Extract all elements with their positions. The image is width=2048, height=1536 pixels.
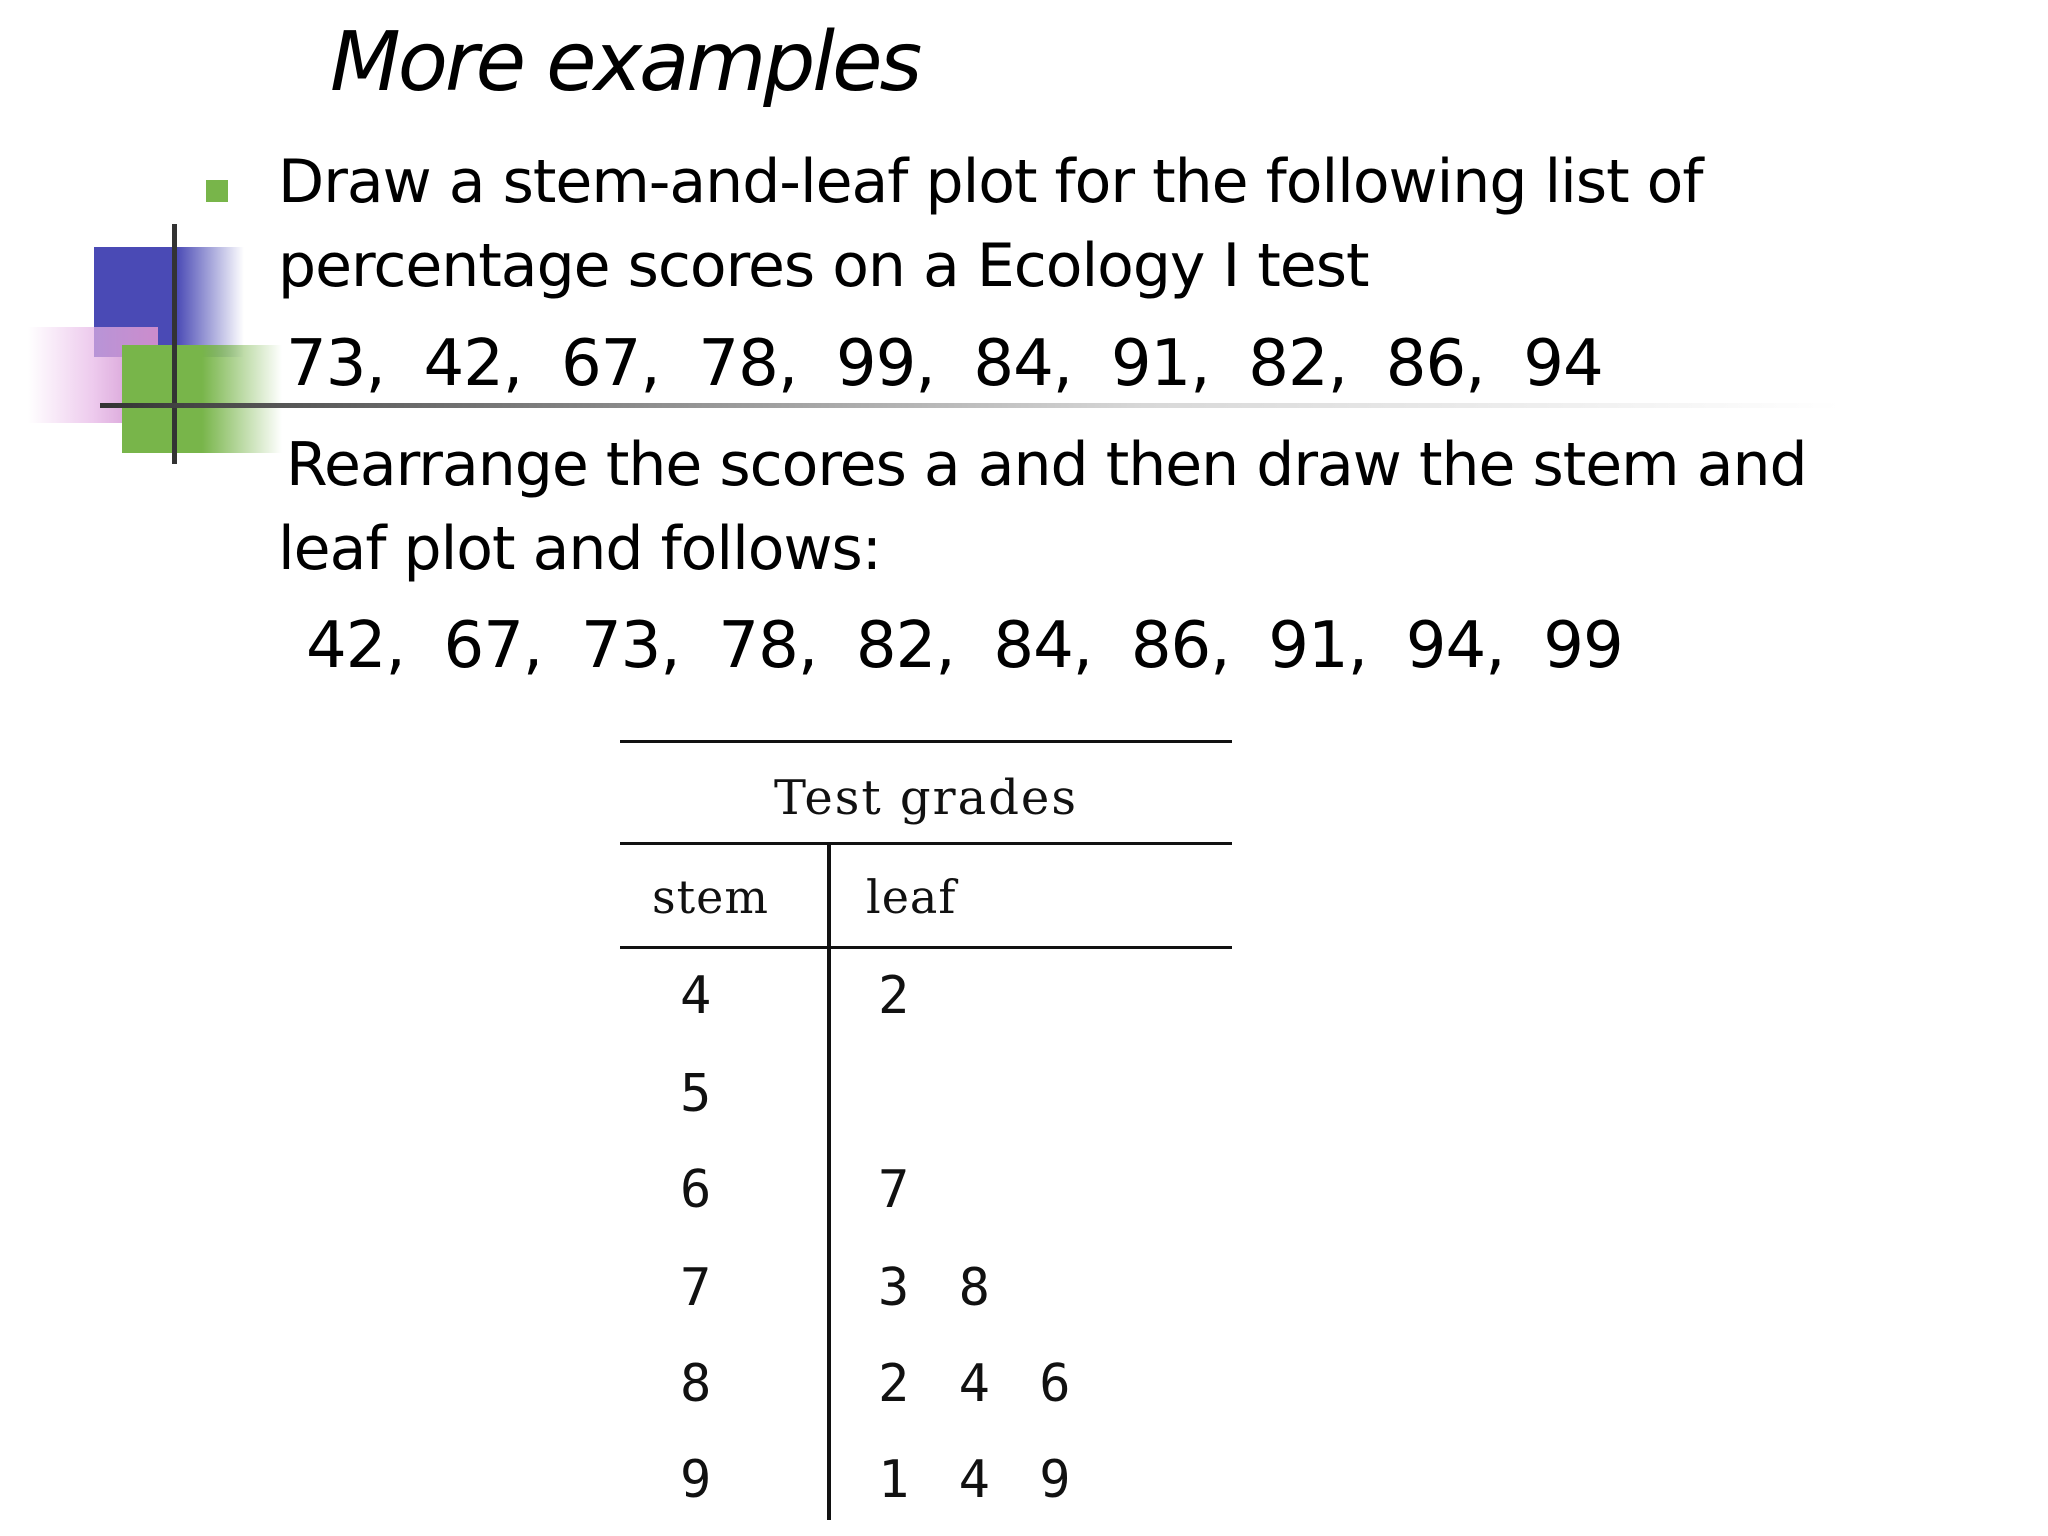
instruction-line-1: Rearrange the scores a and then draw the stem and [286, 430, 1807, 500]
stem-cell: 5 [680, 1064, 712, 1124]
leaf-cell: 2 [878, 966, 910, 1026]
scores-sorted: 42, 67, 73, 78, 82, 84, 86, 91, 94, 99 [306, 609, 1623, 683]
plot-header-rule [620, 946, 1232, 949]
leaf-cell: 1 4 9 [878, 1450, 1071, 1510]
stem-leaf-plot [620, 740, 1232, 1520]
stem-cell: 4 [680, 966, 712, 1026]
stem-cell: 6 [680, 1160, 712, 1220]
plot-top-rule [620, 740, 1232, 743]
leaf-cell: 3 8 [878, 1258, 990, 1318]
decorative-horizontal-line [100, 403, 1840, 408]
leaf-cell: 7 [878, 1160, 910, 1220]
bullet-text-line-2: percentage scores on a Ecology I test [278, 231, 1369, 301]
stem-cell: 9 [680, 1450, 712, 1510]
plot-title-rule [620, 842, 1232, 845]
plot-title: Test grades [774, 770, 1078, 826]
bullet-text-line-1: Draw a stem-and-leaf plot for the following list of [278, 147, 1703, 217]
stem-header: stem [652, 870, 769, 924]
slide-title: More examples [330, 15, 920, 110]
plot-column-divider [827, 844, 831, 1520]
instruction-line-2: leaf plot and follows: [278, 514, 881, 584]
leaf-header: leaf [866, 870, 957, 924]
stem-cell: 7 [680, 1258, 712, 1318]
bullet-square-icon [206, 180, 228, 202]
decorative-vertical-line [172, 224, 177, 464]
leaf-cell: 2 4 6 [878, 1354, 1071, 1414]
scores-unsorted: 73, 42, 67, 78, 99, 84, 91, 82, 86, 94 [286, 327, 1603, 401]
decorative-green-block [122, 345, 282, 453]
stem-cell: 8 [680, 1354, 712, 1414]
